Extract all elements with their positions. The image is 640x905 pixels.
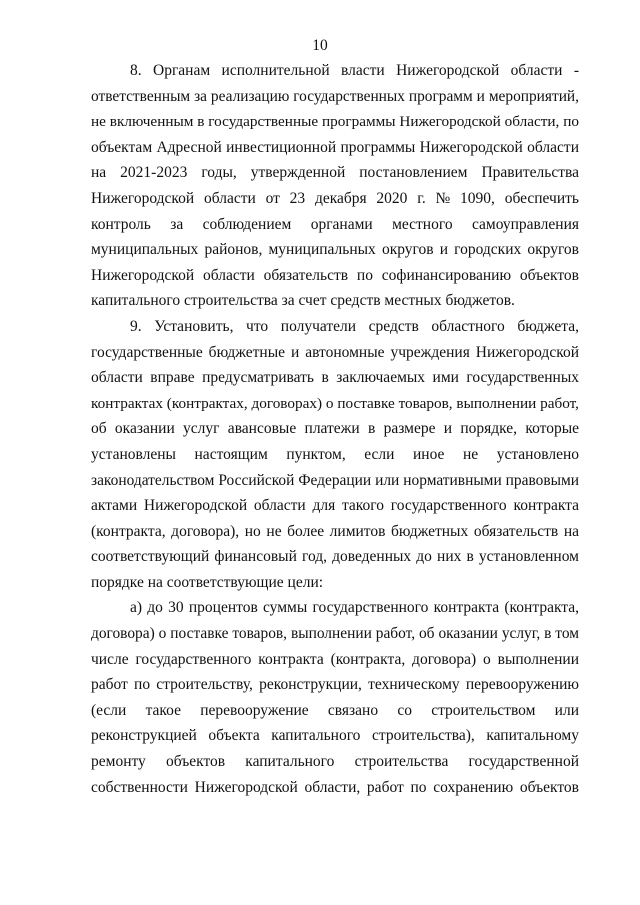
text-line: контроль за соблюдением органами местного самоуправления (91, 215, 579, 233)
text-line: реконструкцией объекта капитального строительства), капитальному (91, 727, 579, 745)
text-line: ответственным за реализацию государственных программ и мероприятий, (91, 87, 579, 105)
text-line: муниципальных районов, муниципальных округов и городских округов (91, 241, 579, 259)
text-line: работ по строительству, реконструкции, техническому перевооружению (91, 676, 579, 694)
text-line: государственные бюджетные и автономные учреждения Нижегородской (91, 343, 579, 361)
text-line: об оказании услуг авансовые платежи в размере и порядке, которые (91, 420, 579, 438)
text-line: а) до 30 процентов суммы государственного контракта (контракта, (130, 599, 579, 617)
text-line: законодательством Российской Федерации или нормативными правовыми (91, 471, 579, 489)
text-line: 8. Органам исполнительной власти Нижегородской области - (130, 62, 579, 79)
text-line: договора) о поставке товаров, выполнении работ, об оказании услуг, в том (91, 625, 579, 643)
paragraph-9 (91, 314, 579, 596)
text-line: (контракта, договора), но не более лимитов бюджетных обязательств на (91, 522, 579, 540)
text-line: контрактах (контрактах, договорах) о поставке товаров, выполнении работ, (91, 394, 579, 412)
text-line: актами Нижегородской области для такого государственного контракта (91, 497, 579, 515)
text-line: числе государственного контракта (контракта, договора) о выполнении (91, 650, 579, 668)
text-line: ремонту объектов капитального строительства государственной (91, 753, 579, 771)
text-line: Нижегородской области обязательств по софинансированию объектов (91, 266, 579, 284)
text-line: объектам Адресной инвестиционной программы Нижегородской области (91, 138, 579, 156)
paragraph-9a (91, 595, 579, 800)
text-line: области вправе предусматривать в заключаемых ими государственных (91, 369, 579, 387)
paragraph-8 (91, 58, 579, 314)
text-line: 9. Установить, что получатели средств областного бюджета, (130, 317, 579, 335)
text-line: соответствующий финансовый год, доведенных до них в установленном (91, 548, 579, 566)
text-line: собственности Нижегородской области, работ по сохранению объектов (91, 778, 579, 796)
text-line: порядке на соответствующие цели: (91, 573, 324, 591)
page-number: 10 (312, 37, 328, 54)
text-line: установлены настоящим пунктом, если иное не установлено (91, 445, 579, 463)
text-line: не включенным в государственные программы Нижегородской области, по (91, 113, 579, 131)
text-line: на 2021-2023 годы, утвержденной постановлением Правительства (91, 164, 579, 182)
text-line: Нижегородской области от 23 декабря 2020 г. № 1090, обеспечить (91, 189, 579, 207)
document-body (91, 58, 579, 800)
text-line: (если такое перевооружение связано со строительством или (91, 701, 579, 719)
text-line: капитального строительства за счет средств местных бюджетов. (91, 292, 515, 310)
